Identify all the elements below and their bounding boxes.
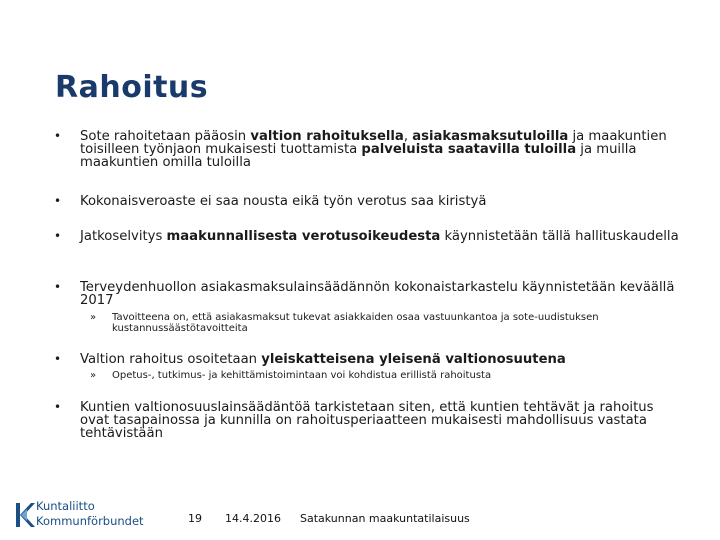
bullet-4 — [54, 352, 680, 367]
bullet-run: , — [403, 129, 413, 144]
footer-event: Satakunnan maakuntatilaisuus — [300, 512, 470, 525]
bullet-text — [80, 352, 566, 367]
bullet-run: Kokonaisveroaste ei saa nousta eikä työn verotus saa kiristyä — [80, 194, 487, 209]
slide-title: Rahoitus — [55, 70, 209, 105]
bullet-text — [80, 280, 674, 308]
bullet-marker: • — [54, 194, 62, 208]
logo-line2: Kommunförbundet — [36, 514, 144, 528]
bullet-run: ja maakuntien toisilleen työnjaon mukaisesti tuottamista — [80, 129, 667, 157]
bullet-3 — [54, 280, 680, 308]
bullet-emphasis: valtion rahoituksella — [250, 129, 404, 144]
bullet-text — [80, 400, 653, 441]
bullet-text — [80, 194, 486, 209]
bullet-text — [80, 229, 679, 244]
bullet-run: Kuntien valtionosuuslainsäädäntöä tarkistetaan siten, että kuntien tehtävät ja rahoitus ovat tasapainossa ja kunnilla on rahoitusperiaatteen mukaisesti mahdollisuus vastata tehtävistään — [80, 400, 654, 441]
sub-bullet-3 — [90, 312, 672, 334]
bullet-1 — [54, 194, 680, 209]
bullet-emphasis: maakunnallisesta verotusoikeudesta — [166, 229, 441, 244]
bullet-run: Terveydenhuollon asiakasmaksulainsäädännön kokonaistarkastelu käynnistetään keväällä 2017 — [80, 280, 675, 308]
sub-bullet-marker: » — [90, 370, 97, 381]
bullet-5 — [54, 400, 680, 441]
sub-bullet-text: Opetus-, tutkimus- ja kehittämistoimintaan voi kohdistua erillistä rahoitusta — [112, 370, 492, 381]
bullet-run: ja muilla maakuntien omilla tuloilla — [80, 142, 637, 170]
sub-bullet-marker: » — [90, 312, 97, 323]
footer-date: 14.4.2016 — [225, 512, 281, 525]
page-number: 19 — [188, 512, 202, 525]
bullet-0 — [54, 129, 680, 170]
bullet-marker: • — [54, 400, 62, 414]
sub-bullet-text: Tavoitteena on, että asiakasmaksut tukevat asiakkaiden osaa vastuunkantoa ja sote-uudistuksen kustannussäästötavoitteita — [112, 312, 599, 334]
bullet-emphasis: asiakasmaksutuloilla — [412, 129, 569, 144]
bullet-run: käynnistetään tällä hallituskaudella — [440, 229, 679, 244]
bullet-2 — [54, 229, 680, 244]
logo-line1: Kuntaliitto — [36, 499, 95, 513]
kuntaliitto-logo — [14, 497, 174, 531]
logo-mark-icon — [14, 499, 36, 529]
bullet-marker: • — [54, 352, 62, 366]
bullet-run: Valtion rahoitus osoitetaan — [80, 352, 262, 367]
bullet-run: Jatkoselvitys — [80, 229, 167, 244]
sub-bullet-4 — [90, 370, 672, 381]
bullet-emphasis: yleiskatteisena yleisenä valtionosuutena — [261, 352, 566, 367]
bullet-marker: • — [54, 280, 62, 294]
bullet-text — [80, 129, 667, 170]
bullet-marker: • — [54, 229, 62, 243]
bullet-run: Sote rahoitetaan pääosin — [80, 129, 251, 144]
bullet-emphasis: palveluista saatavilla tuloilla — [361, 142, 577, 157]
bullet-marker: • — [54, 129, 62, 143]
